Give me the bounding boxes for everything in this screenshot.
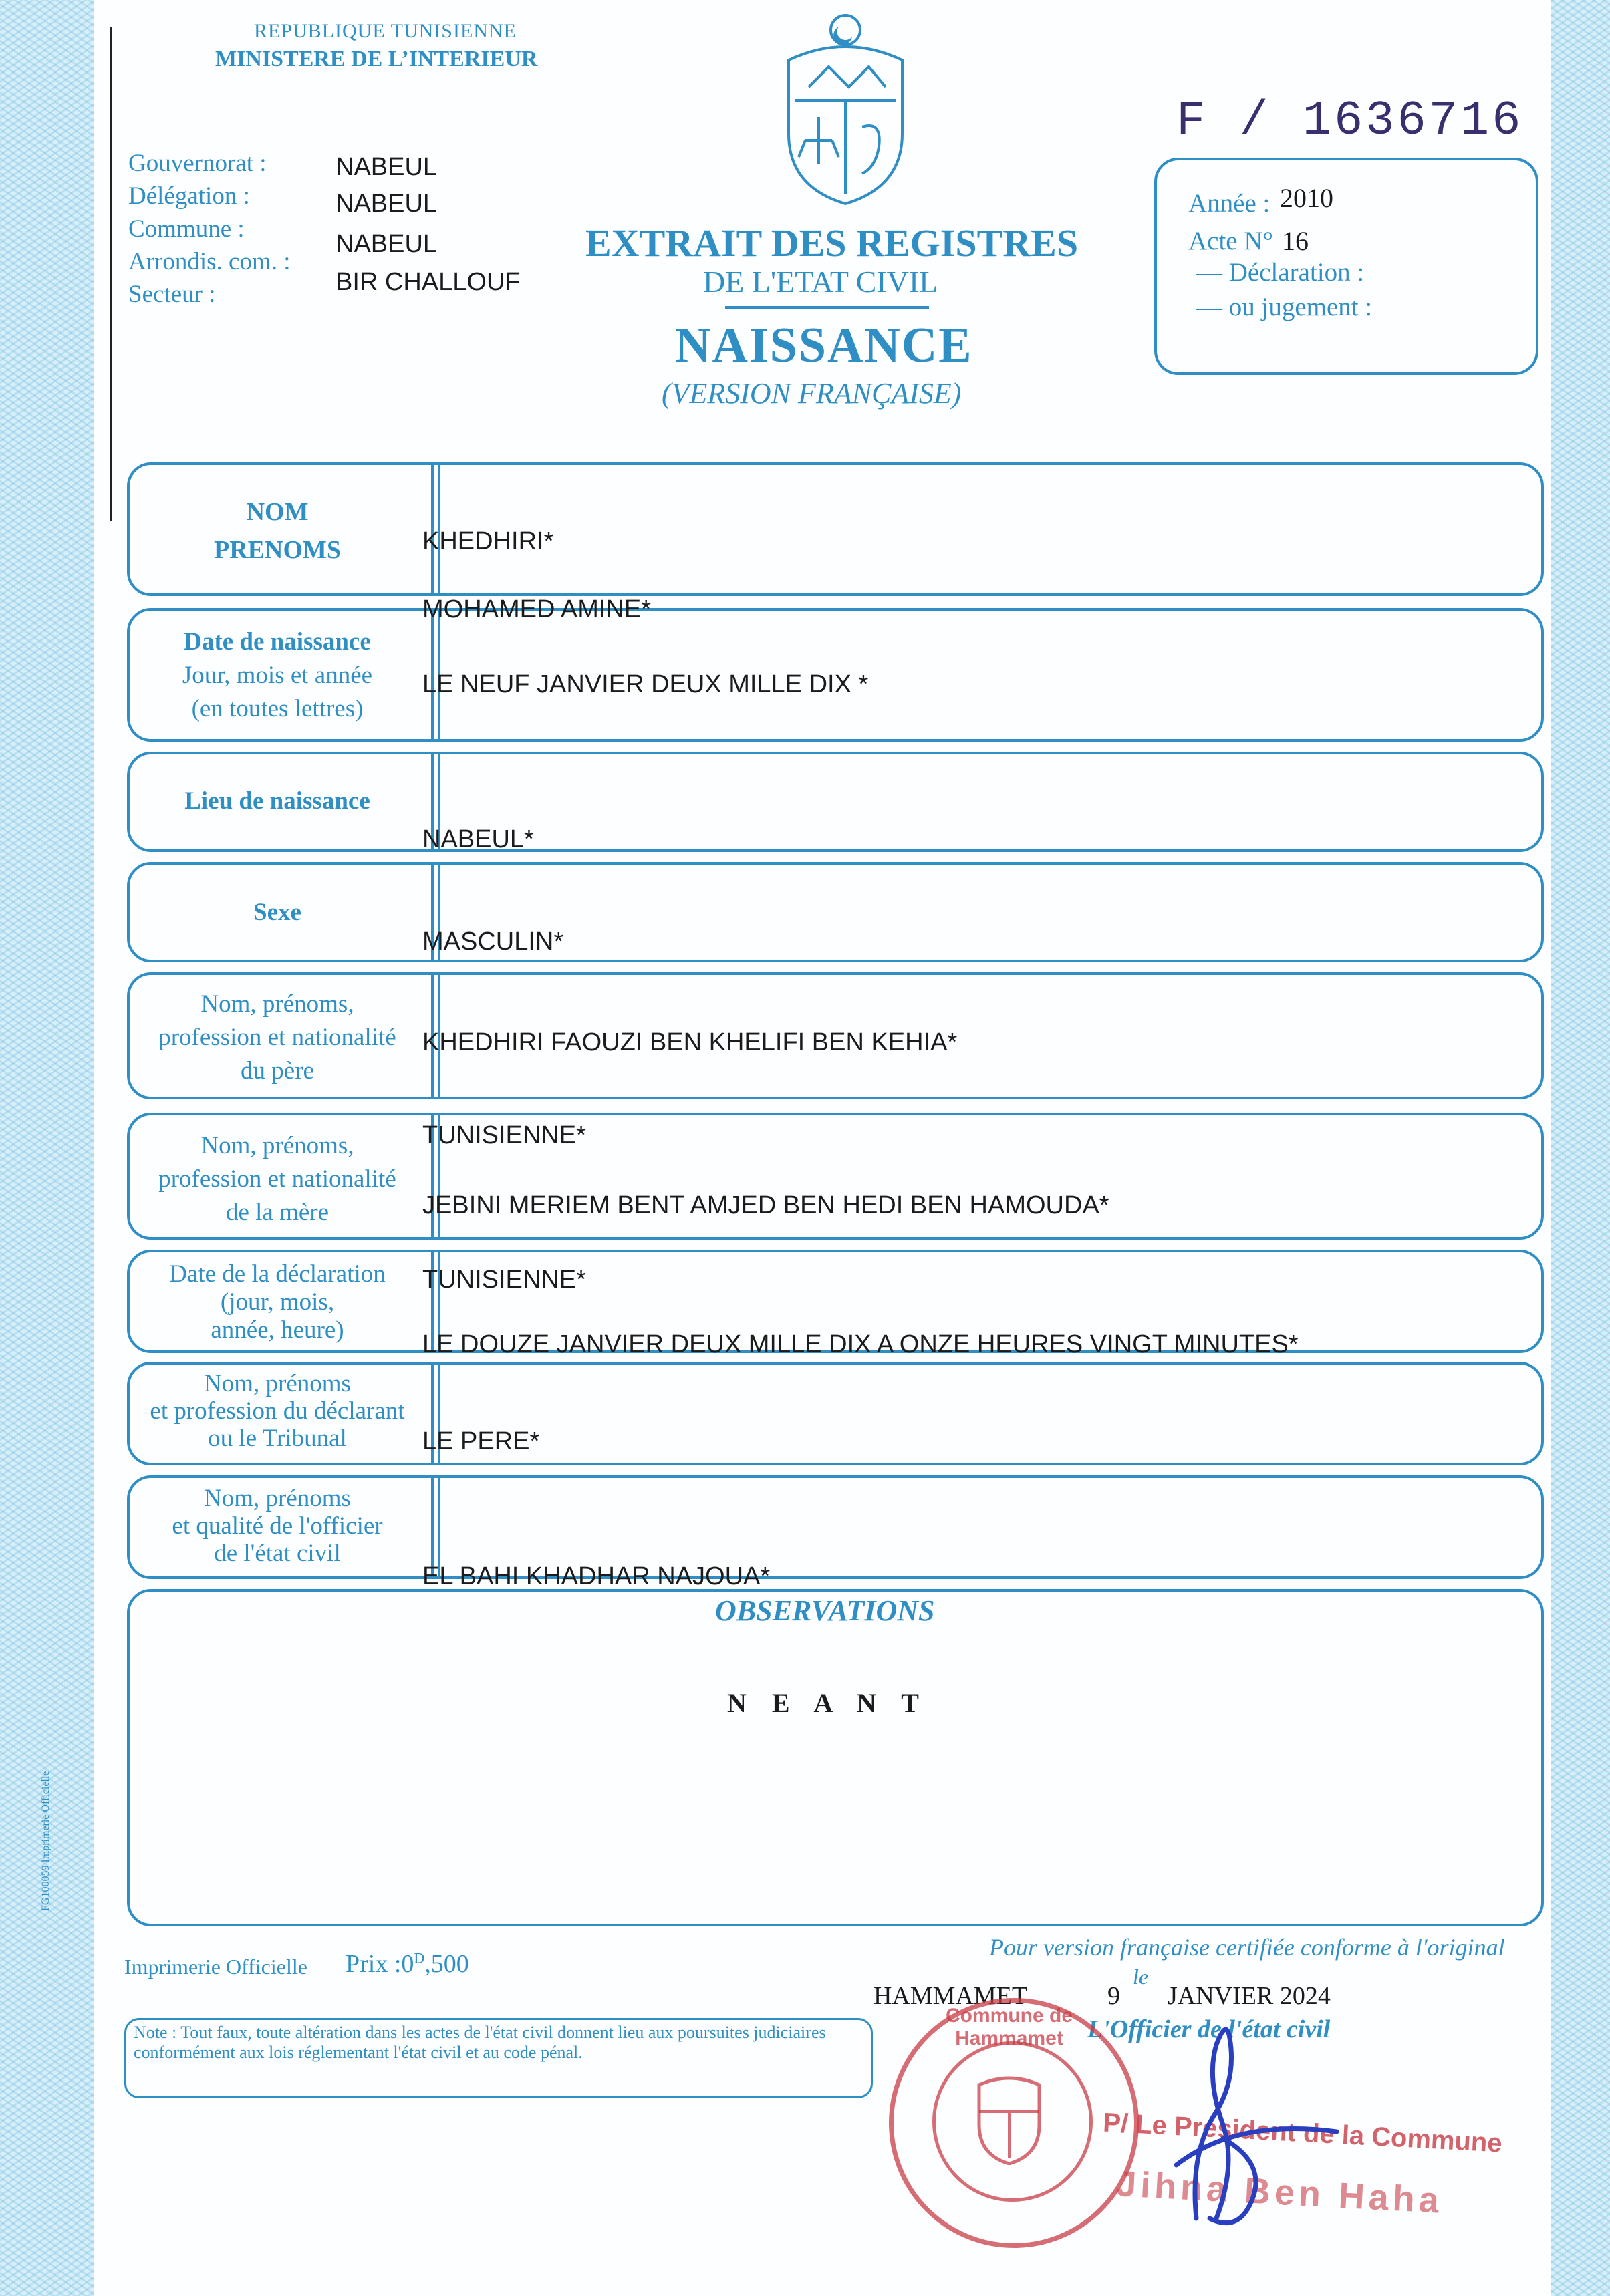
label-mere-l3: de la mère [225,1199,329,1226]
signature-line-2: Jihna Ben Haha [1115,2164,1444,2221]
label-officier-l2: et qualité de l'officier [172,1512,383,1540]
secteur-label: Secteur : [128,281,216,308]
date: JANVIER 2024 [1168,1982,1331,2010]
label-pere-l1: Nom, prénoms, [200,990,354,1018]
label-mere [127,1129,428,1230]
observations-value: N E A N T [727,1688,928,1718]
republic-label: REPUBLIQUE TUNISIENNE [254,20,517,42]
prix-sup: D [414,1949,425,1967]
observations-title: OBSERVATIONS [715,1594,935,1627]
guilloche-border-left [0,0,100,2296]
imprimerie-label: Imprimerie Officielle [124,1955,307,1979]
value-mere-nom: JEBINI MERIEM BENT AMJED BEN HEDI BEN HAMOUDA* [422,1191,1109,1219]
acte-label: Acte N° [1188,227,1274,255]
label-declarant-l1: Nom, prénoms [204,1370,351,1397]
label-date-naissance-title: Date de naissance [184,628,371,656]
certification-label: Pour version française certifiée conforme à l'original [989,1934,1505,1961]
location-values [336,147,521,303]
note-body: Tout faux, toute altération dans les actes de l'état civil donnent lieu aux poursuites judiciaires conformément aux lois réglementant l'état civil et au code pénal. [134,2023,826,2062]
signature-line-1: P/ Le Président de la Commune [1102,2108,1503,2158]
prix-tail: ,500 [424,1950,469,1978]
arrondissement-label: Arrondis. com. : [128,248,291,275]
location-labels [128,147,291,311]
value-date-naissance: LE NEUF JANVIER DEUX MILLE DIX * [422,670,869,698]
value-mere-nationalite: TUNISIENNE* [422,1266,586,1294]
value-sexe: MASCULIN* [422,927,564,956]
commune-label: Commune : [128,215,245,243]
label-lieu-naissance: Lieu de naissance [184,787,370,815]
label-declaration-l2: (jour, mois, [220,1288,335,1316]
label-officier-l3: de l'état civil [214,1540,341,1567]
title-naissance: NAISSANCE [675,318,973,373]
day: 9 [1107,1982,1120,2010]
prix-prefix: Prix :0 [346,1950,414,1978]
label-declaration [127,1260,428,1344]
label-mere-l1: Nom, prénoms, [200,1132,354,1159]
declaration-label: — Déclaration : [1196,258,1365,287]
label-pere [127,988,428,1088]
label-pere-l2: profession et nationalité [158,1024,396,1051]
signature-icon [1136,2018,1377,2239]
label-officier-l1: Nom, prénoms [204,1485,351,1512]
value-pere-nationalite: TUNISIENNE* [422,1121,586,1149]
serial-number: F / 1636716 [1176,94,1524,148]
printer-code: FG100059 Imprimerie Officielle [40,1771,51,1911]
tunisia-coat-of-arms-icon [769,7,922,207]
value-lieu-naissance: NABEUL* [422,825,534,853]
label-pere-l3: du père [241,1057,314,1085]
label-officier [127,1485,428,1567]
acte-value: 16 [1282,226,1309,256]
label-date-naissance [127,625,428,726]
place: HAMMAMET [874,1982,1028,2010]
margin-line [110,27,112,521]
label-date-naissance-sub2: (en toutes lettres) [191,695,364,722]
annee-label: Année : [1188,189,1270,218]
stamp-emblem-icon [972,2071,1046,2165]
label-declaration-l3: année, heure) [211,1316,344,1344]
label-nom-prenoms [127,493,428,569]
label-prenoms: PRENOMS [214,536,341,564]
officier-label: L'Officier de l'état civil [1087,2015,1331,2043]
title-extrait: EXTRAIT DES REGISTRES [585,221,1079,265]
value-nom: KHEDHIRI* [422,527,554,555]
label-declarant-l2: et profession du déclarant [150,1397,405,1425]
gouvernorat-label: Gouvernorat : [128,150,267,177]
label-declaration-l1: Date de la déclaration [169,1260,386,1288]
ministry-label: MINISTERE DE L’INTERIEUR [215,47,538,71]
note-text [134,2023,869,2063]
jugement-label: — ou jugement : [1196,293,1373,321]
commune-value: NABEUL [336,230,438,258]
prix-label [346,1949,469,1979]
note-label: Note : [134,2023,177,2042]
label-declarant [127,1370,428,1452]
value-officier: EL BAHI KHADHAR NAJOUA* [422,1562,771,1590]
delegation-value: NABEUL [336,190,438,218]
value-prenoms: MOHAMED AMINE* [422,595,652,623]
title-version: (VERSION FRANÇAISE) [662,377,962,410]
title-underline [725,306,929,309]
gouvernorat-value: NABEUL [336,153,438,181]
value-date-declaration: LE DOUZE JANVIER DEUX MILLE DIX A ONZE HEURES VINGT MINUTES* [422,1330,1299,1358]
label-nom: NOM [246,498,309,526]
title-etat-civil: DE L'ETAT CIVIL [703,265,938,299]
annee-value: 2010 [1280,183,1333,213]
arrondissement-value: BIR CHALLOUF [336,268,521,296]
value-pere-nom: KHEDHIRI FAOUZI BEN KHELIFI BEN KEHIA* [422,1028,958,1056]
label-declarant-l3: ou le Tribunal [208,1425,347,1452]
value-declarant: LE PERE* [422,1427,540,1455]
guilloche-border-right [1547,0,1610,2296]
observations-box [127,1589,1544,1926]
label-date-naissance-sub1: Jour, mois et année [182,662,373,689]
stamp-ring-text: Commune de Hammamet [945,2005,1073,2049]
le-label: le [1133,1965,1149,1989]
delegation-label: Délégation : [128,182,250,210]
label-mere-l2: profession et nationalité [158,1165,396,1193]
label-sexe: Sexe [253,899,301,926]
